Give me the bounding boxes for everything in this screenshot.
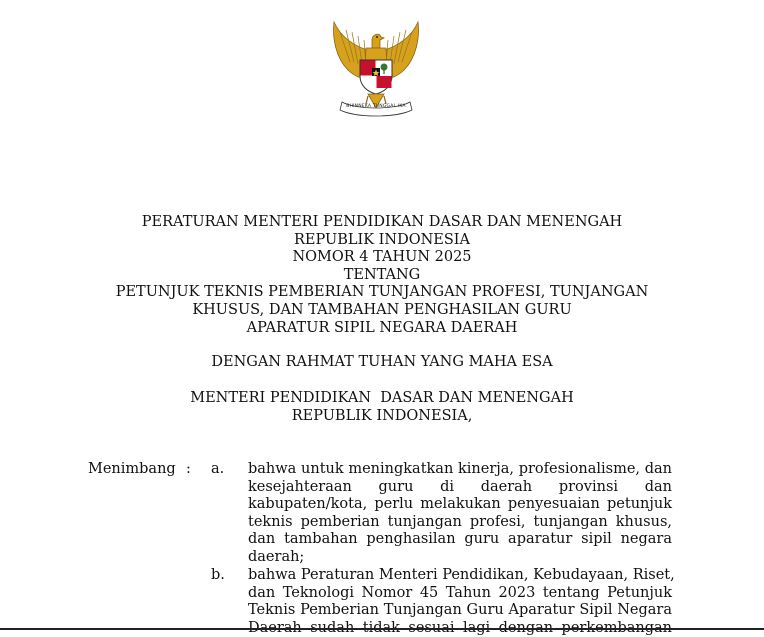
- heading-line-5: PETUNJUK TEKNIS PEMBERIAN TUNJANGAN PROFESI, TUNJANGAN: [115, 284, 649, 301]
- considering-item-b: [248, 567, 675, 637]
- emblem-motto: BHINNEKA TUNGGAL IKA: [346, 104, 406, 109]
- item-b-marker: b.: [211, 567, 225, 583]
- item-a-line: teknis pemberian tunjangan profesi, tunjangan khusus,: [248, 513, 672, 530]
- item-b-line: dan Teknologi Nomor 45 Tahun 2023 tentang Petunjuk: [248, 584, 672, 601]
- invocation: DENGAN RAHMAT TUHAN YANG MAHA ESA: [211, 354, 553, 370]
- heading-line-1: PERATURAN MENTERI PENDIDIKAN DASAR DAN MENENGAH: [141, 214, 623, 230]
- minister-line-2: REPUBLIK INDONESIA,: [291, 407, 473, 424]
- heading-line-6: KHUSUS, DAN TAMBAHAN PENGHASILAN GURU: [192, 301, 572, 318]
- item-a-line: kesejahteraan guru di daerah provinsi dan: [248, 478, 672, 495]
- considering-label: Menimbang: [88, 461, 176, 477]
- heading-line-2: REPUBLIK INDONESIA: [293, 231, 470, 248]
- minister-title: [0, 390, 764, 425]
- item-b-line: bahwa Peraturan Menteri Pendidikan, Kebudayaan, Riset,: [248, 567, 675, 583]
- heading-line-7: APARATUR SIPIL NEGARA DAERAH: [246, 319, 518, 336]
- heading-line-4: TENTANG: [343, 266, 421, 283]
- item-a-line: daerah;: [248, 548, 305, 565]
- considering-item-a: [248, 461, 672, 567]
- considering-colon: :: [186, 461, 191, 477]
- heading-line-3: NOMOR 4 TAHUN 2025: [292, 249, 472, 266]
- minister-line-1: MENTERI PENDIDIKAN DASAR DAN MENENGAH: [190, 390, 574, 406]
- item-a-line: kabupaten/kota, perlu melakukan penyesuaian petunjuk: [248, 496, 672, 513]
- regulation-heading: [0, 214, 764, 337]
- item-a-marker: a.: [211, 461, 225, 477]
- item-a-line: dan tambahan penghasilan guru aparatur sipil negara: [248, 531, 672, 548]
- item-a-line: bahwa untuk meningkatkan kinerja, profesionalisme, dan: [248, 461, 672, 477]
- item-b-line: Teknis Pemberian Tunjangan Guru Aparatur Sipil Negara: [248, 602, 672, 619]
